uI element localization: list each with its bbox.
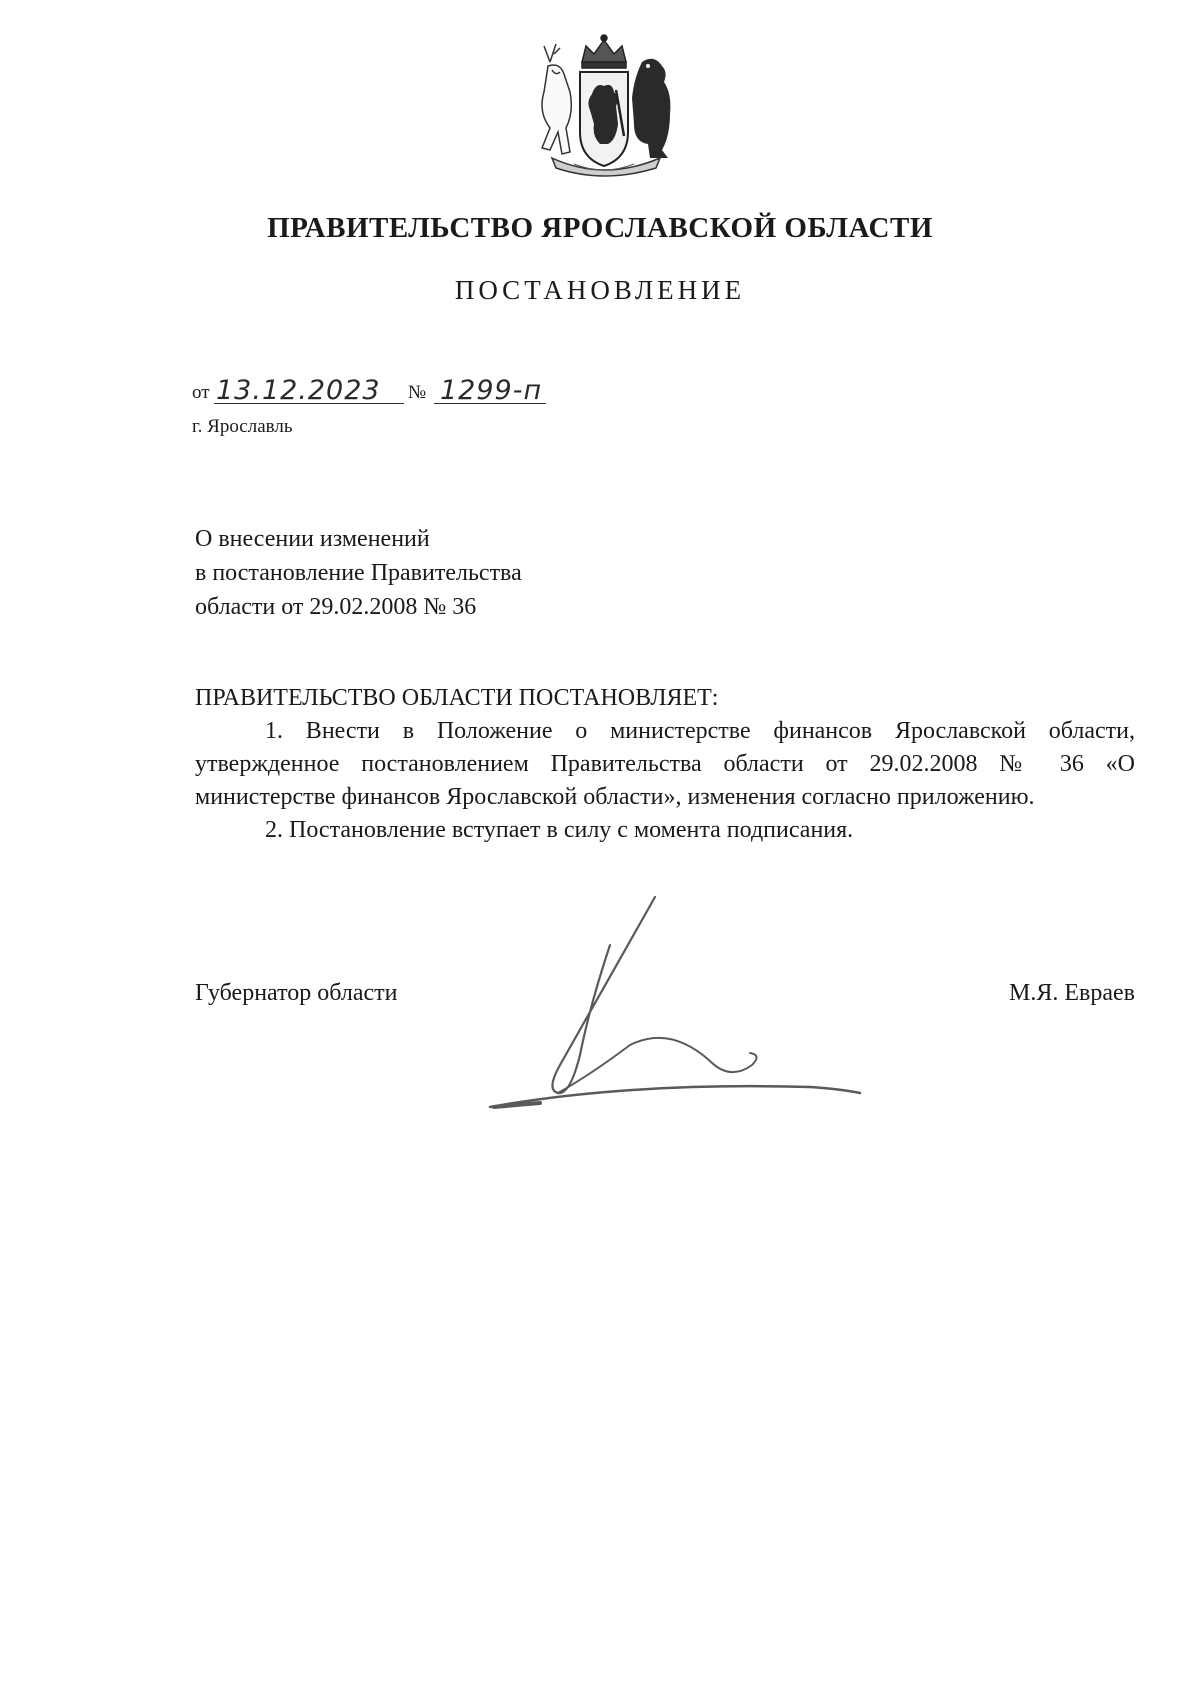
- subject-line: О внесении изменений: [195, 526, 430, 552]
- handwritten-signature-icon: [480, 885, 900, 1115]
- date-value: 13.12.2023: [216, 375, 381, 406]
- number-prefix: №: [408, 382, 427, 403]
- signer-name: М.Я. Евраев: [1009, 980, 1135, 1006]
- document-type: ПОСТАНОВЛЕНИЕ: [454, 275, 746, 305]
- organization-title: ПРАВИТЕЛЬСТВО ЯРОСЛАВСКОЙ ОБЛАСТИ: [267, 212, 933, 244]
- date-number-line: [192, 368, 612, 412]
- subject-line: в постановление Правительства: [195, 560, 522, 586]
- coat-of-arms-icon: [530, 32, 678, 182]
- resolution-item: 2. Постановление вступает в силу с момента подписания.: [265, 817, 854, 843]
- subject-line: области от 29.02.2008 № 36: [195, 594, 477, 620]
- date-prefix: от: [192, 382, 210, 403]
- city-label: г. Ярославль: [192, 416, 293, 437]
- signer-position: Губернатор области: [195, 980, 398, 1006]
- resolution-heading: ПРАВИТЕЛЬСТВО ОБЛАСТИ ПОСТАНОВЛЯЕТ:: [195, 685, 719, 711]
- number-value: 1299-п: [440, 375, 543, 406]
- resolution-item: 1. Внести в Положение о министерстве финансов Ярославской области, утвержденное постановлением Правительства области от 29.02.2008 № 36 «О министерстве финансов Ярославской области», изменения согласно приложению.: [195, 718, 1135, 810]
- document-body: [195, 682, 1135, 847]
- document-subject: [195, 522, 522, 624]
